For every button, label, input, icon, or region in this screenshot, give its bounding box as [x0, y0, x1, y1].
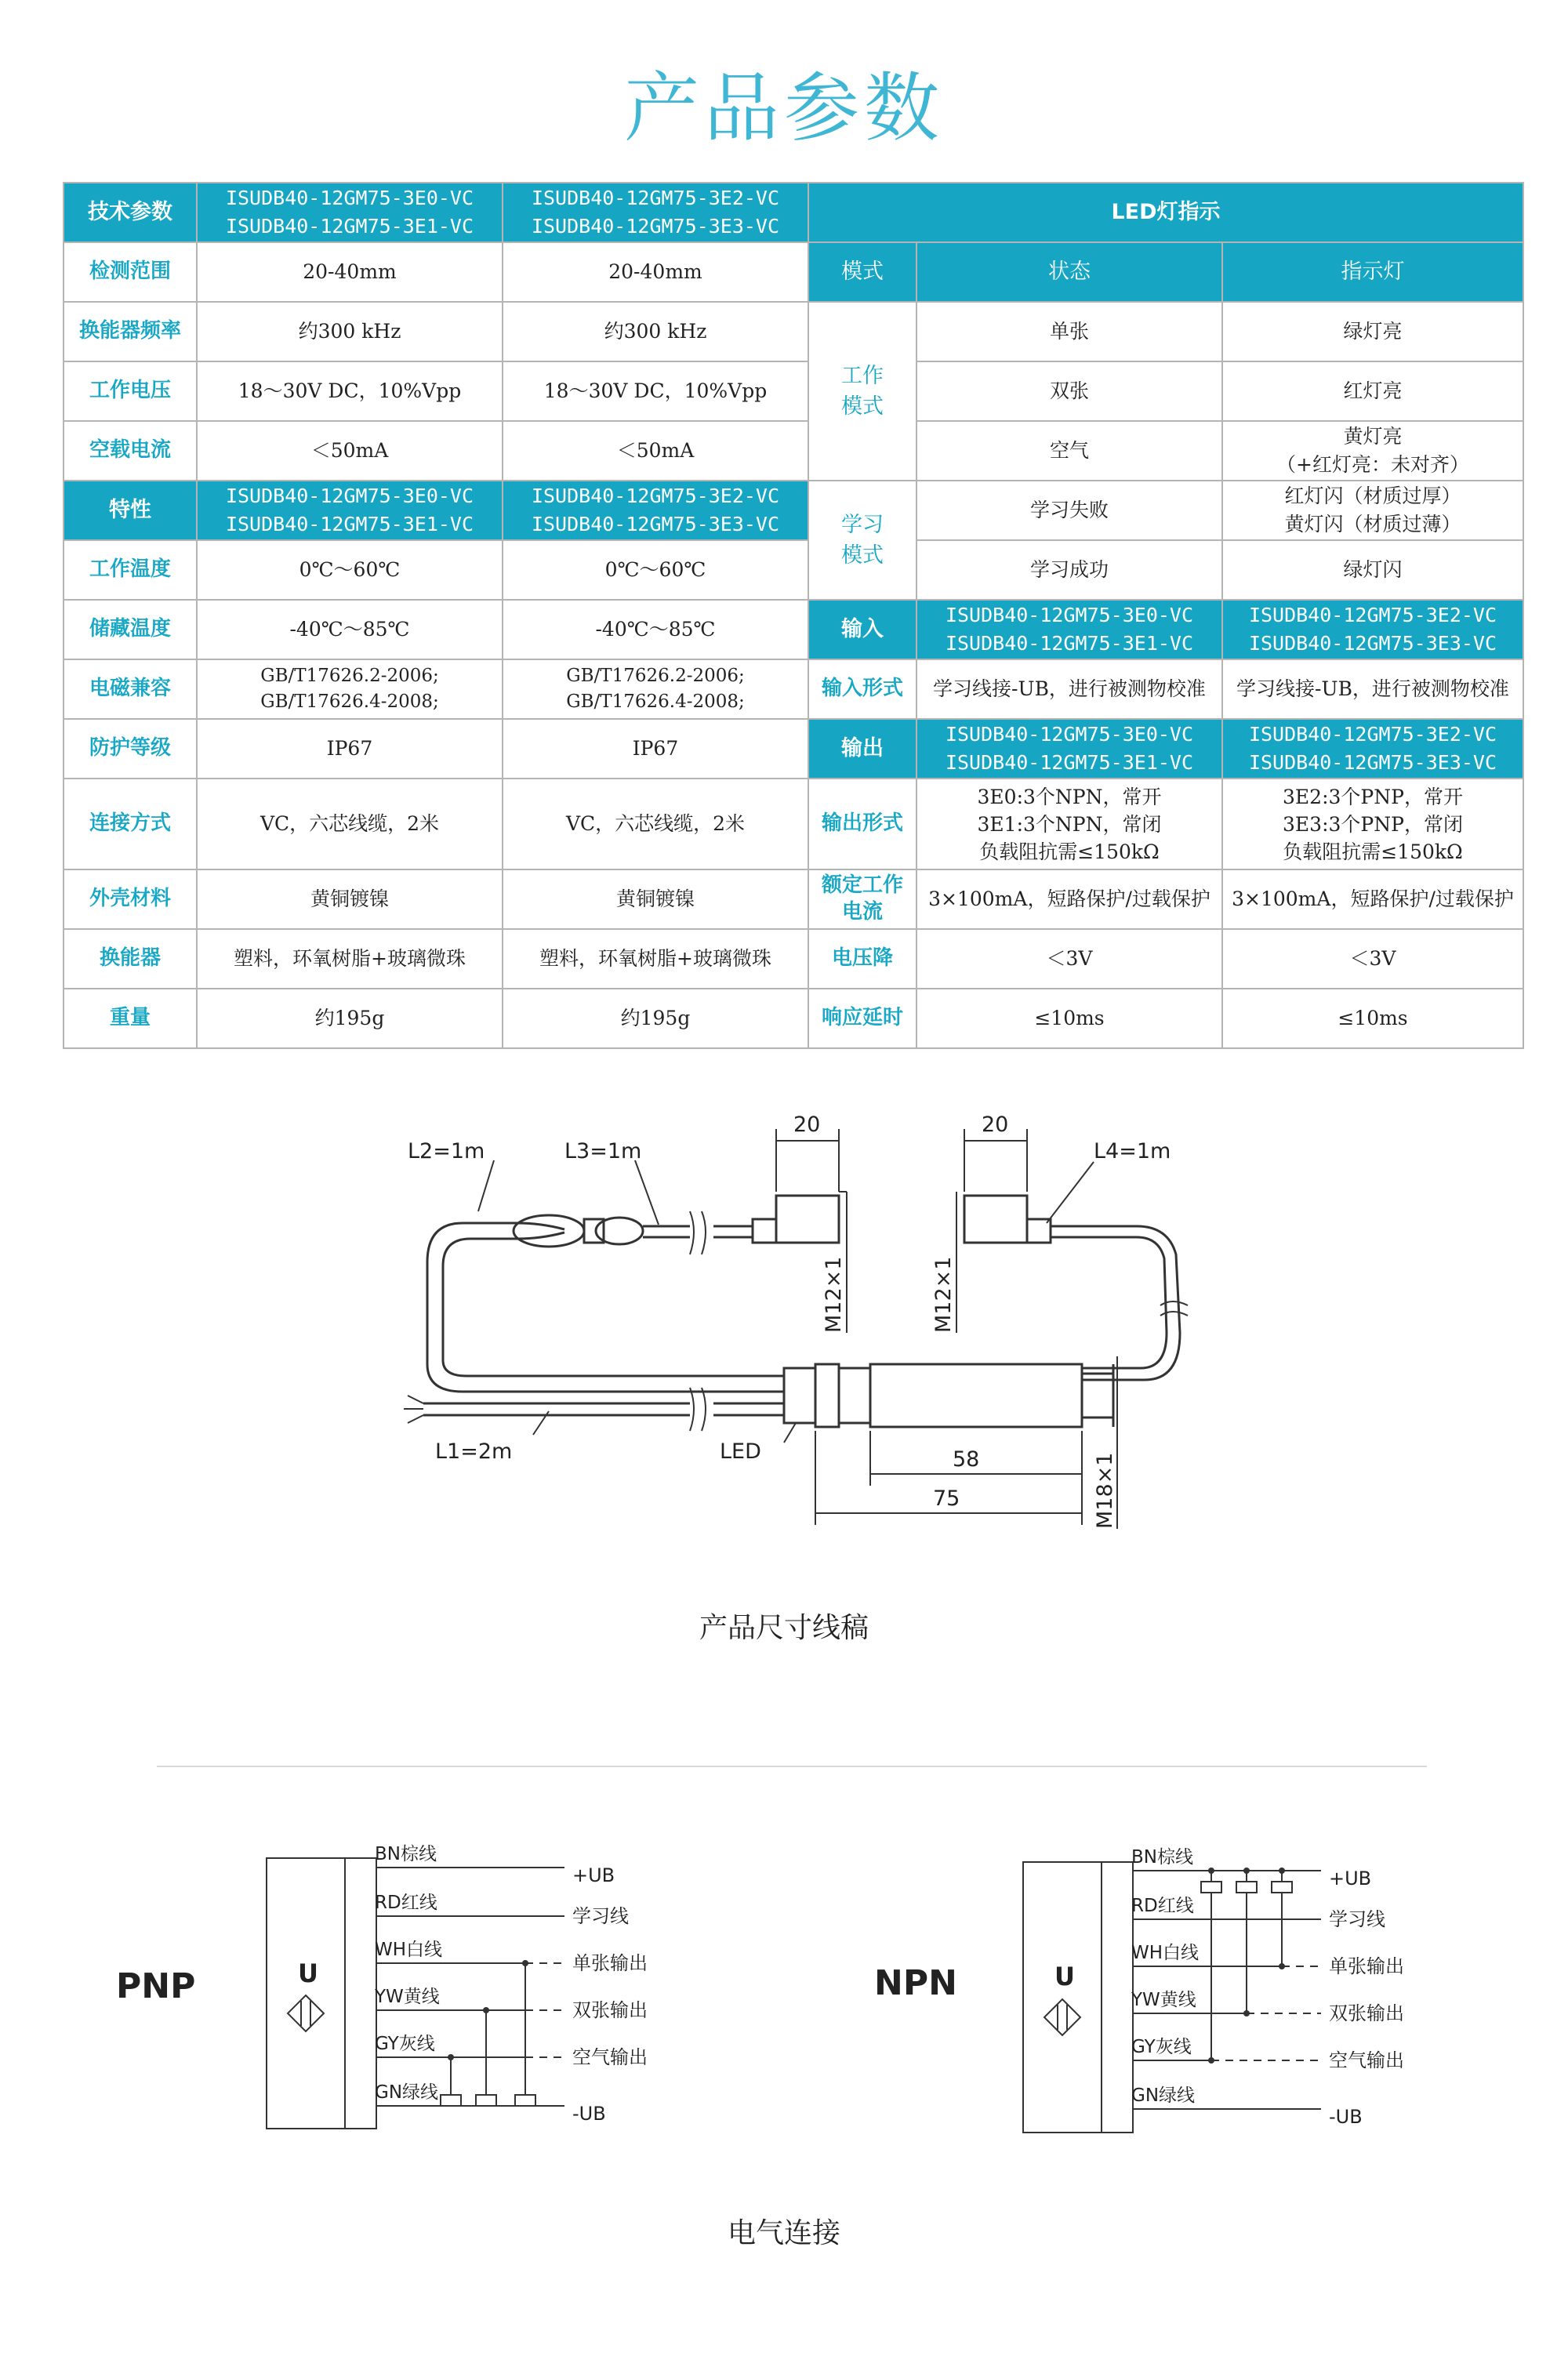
voltage-drop-b: ＜3V	[1222, 929, 1523, 989]
pnp-wire-gn: GN绿线	[375, 2082, 439, 2103]
output-form-b: 3E2:3个PNP，常开 3E3:3个PNP，常闭 负载阻抗需≤150kΩ	[1222, 779, 1523, 869]
row-label: 连接方式	[64, 779, 197, 869]
led-state: 空气	[916, 421, 1222, 481]
npn-terminal-single: 单张输出	[1329, 1955, 1404, 1977]
npn-diagram	[874, 1847, 1404, 2133]
label-l1: L1=2m	[435, 1439, 513, 1464]
led-indicator: 绿灯亮	[1222, 302, 1523, 361]
tech-params-header: 技术参数	[64, 183, 197, 242]
model-a-header: ISUDB40-12GM75-3E0-VC ISUDB40-12GM75-3E1-VC	[197, 481, 503, 540]
label-l3: L3=1m	[564, 1139, 642, 1163]
dimension-caption: 产品尺寸线稿	[699, 1612, 869, 1644]
dim-58: 58	[953, 1447, 980, 1472]
model-b-header: ISUDB40-12GM75-3E2-VC ISUDB40-12GM75-3E3-VC	[1222, 600, 1523, 659]
label-l4: L4=1m	[1094, 1139, 1171, 1163]
pnp-u-label: U	[298, 1958, 318, 1988]
cell-a: 0℃～60℃	[197, 540, 503, 600]
wiring-diagram	[0, 1803, 1568, 2172]
output-form-label: 输出形式	[808, 779, 916, 869]
rated-current-label: 额定工作 电流	[808, 869, 916, 929]
cell-b: 0℃～60℃	[503, 540, 808, 600]
learn-mode-label: 学习 模式	[808, 481, 916, 600]
pnp-terminal-air: 空气输出	[572, 2046, 648, 2068]
cell-a: 18～30V DC，10%Vpp	[197, 361, 503, 421]
pnp-terminal-single: 单张输出	[572, 1952, 648, 1974]
led-indicator-header: LED灯指示	[808, 183, 1523, 242]
npn-wire-bn: BN棕线	[1131, 1847, 1193, 1868]
cell-a: 约300 kHz	[197, 302, 503, 361]
response-b: ≤10ms	[1222, 989, 1523, 1048]
npn-terminal-ub-plus: +UB	[1329, 1868, 1372, 1889]
cell-b: VC，六芯线缆，2米	[503, 779, 808, 869]
cell-b: 18～30V DC，10%Vpp	[503, 361, 808, 421]
led-indicator: 红灯闪（材质过厚） 黄灯闪（材质过薄）	[1222, 481, 1523, 540]
cell-b: 塑料，环氧树脂+玻璃微珠	[503, 929, 808, 989]
response-a: ≤10ms	[916, 989, 1222, 1048]
features-header: 特性	[64, 481, 197, 540]
cell-a: 黄铜镀镍	[197, 869, 503, 929]
row-label: 重量	[64, 989, 197, 1048]
cell-a: GB/T17626.2-2006; GB/T17626.4-2008;	[197, 659, 503, 719]
led-indicator: 红灯亮	[1222, 361, 1523, 421]
model-a-header: ISUDB40-12GM75-3E0-VC ISUDB40-12GM75-3E1-VC	[916, 600, 1222, 659]
pnp-terminal-double: 双张输出	[572, 1999, 648, 2021]
npn-terminal-learn: 学习线	[1329, 1908, 1385, 1930]
dim-75: 75	[933, 1486, 960, 1511]
cell-b: 黄铜镀镍	[503, 869, 808, 929]
cell-b: GB/T17626.2-2006; GB/T17626.4-2008;	[503, 659, 808, 719]
npn-u-label: U	[1054, 1962, 1075, 1991]
npn-wire-wh: WH白线	[1131, 1943, 1200, 1963]
npn-wire-rd: RD红线	[1131, 1896, 1194, 1916]
cell-b: ＜50mA	[503, 421, 808, 481]
cell-b: 20-40mm	[503, 242, 808, 302]
dim-m12-left: M12×1	[822, 1256, 846, 1333]
pnp-diagram	[116, 1844, 648, 2129]
row-label: 防护等级	[64, 719, 197, 779]
npn-terminal-air: 空气输出	[1329, 2049, 1404, 2071]
wiring-caption: 电气连接	[727, 2217, 840, 2249]
pnp-terminal-learn: 学习线	[572, 1905, 629, 1927]
npn-terminal-double: 双张输出	[1329, 2002, 1404, 2024]
voltage-drop-label: 电压降	[808, 929, 916, 989]
cell-a: -40℃～85℃	[197, 600, 503, 659]
npn-title: NPN	[874, 1963, 957, 2003]
input-form-a: 学习线接-UB，进行被测物校准	[916, 659, 1222, 719]
npn-wire-yw: YW黄线	[1131, 1990, 1196, 2010]
cell-b: -40℃～85℃	[503, 600, 808, 659]
pnp-title: PNP	[116, 1966, 196, 2006]
divider	[157, 1766, 1427, 1767]
cell-a: 塑料，环氧树脂+玻璃微珠	[197, 929, 503, 989]
row-label: 工作电压	[64, 361, 197, 421]
led-col-indicator: 指示灯	[1222, 242, 1523, 302]
cell-a: 20-40mm	[197, 242, 503, 302]
sensor-symbol-icon	[1044, 1999, 1080, 2035]
sensor-symbol-icon	[288, 1995, 324, 2031]
model-a-header: ISUDB40-12GM75-3E0-VC ISUDB40-12GM75-3E1-VC	[197, 183, 503, 242]
row-label: 换能器频率	[64, 302, 197, 361]
row-label: 工作温度	[64, 540, 197, 600]
cell-a: 约195g	[197, 989, 503, 1048]
cell-a: VC，六芯线缆，2米	[197, 779, 503, 869]
output-header: 输出	[808, 719, 916, 779]
cell-a: ＜50mA	[197, 421, 503, 481]
dim-m12-right: M12×1	[931, 1256, 956, 1333]
cell-a: IP67	[197, 719, 503, 779]
input-form-label: 输入形式	[808, 659, 916, 719]
dim-width-right: 20	[982, 1113, 1009, 1137]
rated-current-a: 3×100mA，短路保护/过载保护	[916, 869, 1222, 929]
input-form-b: 学习线接-UB，进行被测物校准	[1222, 659, 1523, 719]
pnp-terminal-ub-minus: -UB	[572, 2103, 606, 2125]
row-label: 储藏温度	[64, 600, 197, 659]
led-indicator: 绿灯闪	[1222, 540, 1523, 600]
npn-wire-gn: GN绿线	[1131, 2085, 1196, 2106]
pnp-terminal-ub-plus: +UB	[572, 1864, 615, 1886]
output-form-a: 3E0:3个NPN，常开 3E1:3个NPN，常闭 负载阻抗需≤150kΩ	[916, 779, 1222, 869]
model-b-header: ISUDB40-12GM75-3E2-VC ISUDB40-12GM75-3E3-VC	[1222, 719, 1523, 779]
led-state: 双张	[916, 361, 1222, 421]
pnp-wire-rd: RD红线	[375, 1893, 437, 1913]
led-state: 学习成功	[916, 540, 1222, 600]
work-mode-label: 工作 模式	[808, 302, 916, 481]
cell-b: IP67	[503, 719, 808, 779]
pnp-wire-gy: GY灰线	[375, 2034, 435, 2054]
led-col-state: 状态	[916, 242, 1222, 302]
page-title: 产品参数	[624, 64, 944, 152]
pnp-wire-wh: WH白线	[375, 1940, 443, 1960]
row-label: 检测范围	[64, 242, 197, 302]
npn-wire-gy: GY灰线	[1131, 2037, 1192, 2057]
model-a-header: ISUDB40-12GM75-3E0-VC ISUDB40-12GM75-3E1-VC	[916, 719, 1222, 779]
cell-b: 约300 kHz	[503, 302, 808, 361]
row-label: 外壳材料	[64, 869, 197, 929]
response-label: 响应延时	[808, 989, 916, 1048]
dim-width-left: 20	[793, 1113, 821, 1137]
voltage-drop-a: ＜3V	[916, 929, 1222, 989]
model-b-header: ISUDB40-12GM75-3E2-VC ISUDB40-12GM75-3E3-VC	[503, 481, 808, 540]
led-indicator: 黄灯亮 （+红灯亮：未对齐）	[1222, 421, 1523, 481]
label-led: LED	[720, 1439, 761, 1464]
led-state: 学习失败	[916, 481, 1222, 540]
row-label: 电磁兼容	[64, 659, 197, 719]
row-label: 空载电流	[64, 421, 197, 481]
led-state: 单张	[916, 302, 1222, 361]
label-l2: L2=1m	[408, 1139, 485, 1163]
rated-current-b: 3×100mA，短路保护/过载保护	[1222, 869, 1523, 929]
npn-terminal-ub-minus: -UB	[1329, 2106, 1363, 2128]
pnp-wire-yw: YW黄线	[375, 1987, 440, 2007]
led-col-mode: 模式	[808, 242, 916, 302]
dim-m18: M18×1	[1093, 1452, 1117, 1529]
model-b-header: ISUDB40-12GM75-3E2-VC ISUDB40-12GM75-3E3-VC	[503, 183, 808, 242]
pnp-wire-bn: BN棕线	[375, 1844, 437, 1864]
cell-b: 约195g	[503, 989, 808, 1048]
row-label: 换能器	[64, 929, 197, 989]
input-header: 输入	[808, 600, 916, 659]
